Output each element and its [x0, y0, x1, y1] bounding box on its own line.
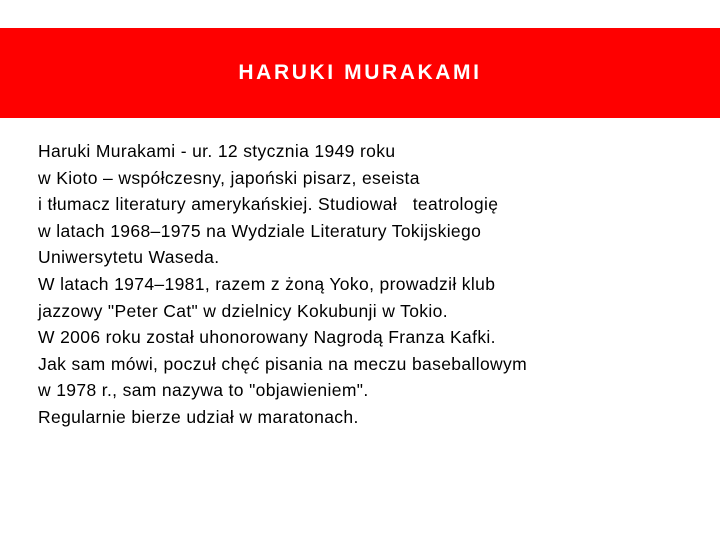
body-line: Jak sam mówi, poczuł chęć pisania na meczu baseballowym — [38, 353, 528, 374]
body-line: w latach 1968–1975 na Wydziale Literatury Tokijskiego — [38, 220, 482, 241]
title-banner — [0, 28, 720, 118]
body-line: jazzowy "Peter Cat" w dzielnicy Kokubunji w Tokio. — [38, 300, 448, 321]
body-line: Haruki Murakami - ur. 12 stycznia 1949 roku — [38, 141, 396, 161]
body-line: Regularnie bierze udział w maratonach. — [38, 406, 359, 427]
body-line: w 1978 r., sam nazywa to "objawieniem". — [38, 380, 369, 401]
body-line: W 2006 roku został uhonorowany Nagrodą Franza Kafki. — [38, 327, 496, 348]
body-line: Uniwersytetu Waseda. — [38, 247, 220, 268]
page-title: HARUKI MURAKAMI — [238, 61, 482, 84]
body-text-block — [38, 138, 686, 431]
body-line: W latach 1974–1981, razem z żoną Yoko, prowadził klub — [38, 273, 496, 294]
body-line: i tłumacz literatury amerykańskiej. Studiował teatrologię — [38, 194, 499, 215]
body-line: w Kioto – współczesny, japoński pisarz, eseista — [38, 167, 420, 188]
